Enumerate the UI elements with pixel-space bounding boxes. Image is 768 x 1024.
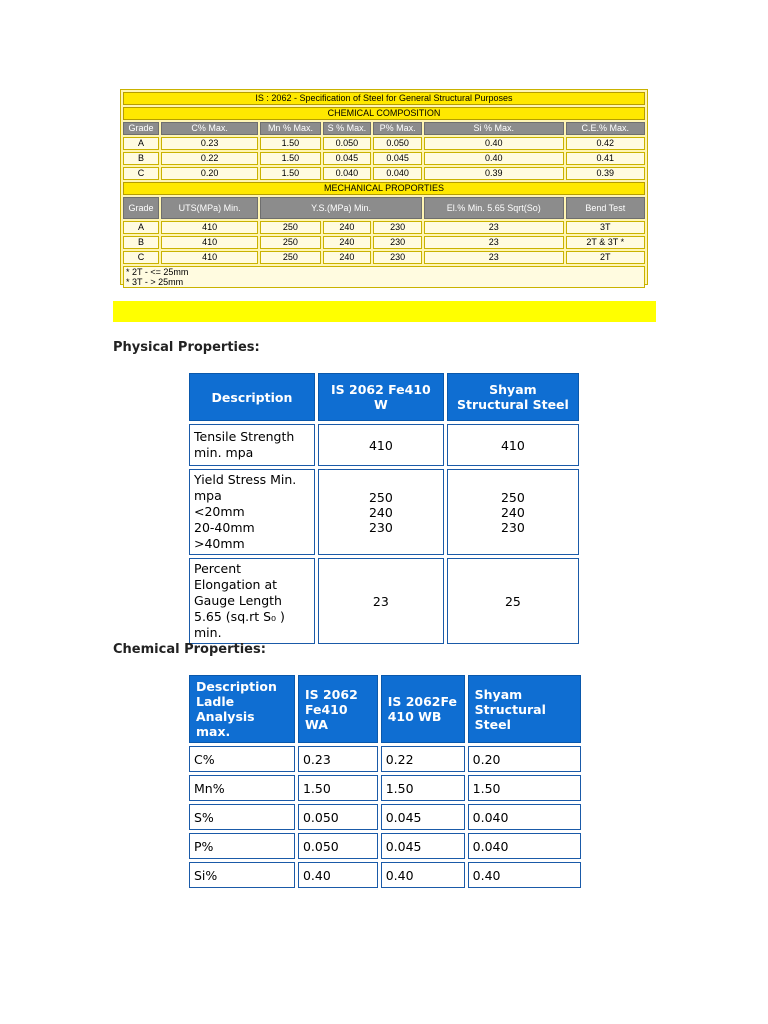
table-cell: 250 bbox=[260, 236, 320, 249]
mechanical-properties-heading: MECHANICAL PROPORTIES bbox=[123, 182, 645, 195]
table-cell: 0.050 bbox=[323, 137, 372, 150]
table-cell: 1.50 bbox=[260, 137, 320, 150]
table-cell: 0.20 bbox=[468, 746, 581, 772]
table-cell: 1.50 bbox=[260, 167, 320, 180]
header-cell: C.E.% Max. bbox=[566, 122, 645, 135]
table-cell: 230 bbox=[373, 251, 422, 264]
table-cell: 410 bbox=[447, 424, 579, 466]
table-cell: 0.050 bbox=[373, 137, 422, 150]
header-row bbox=[189, 675, 581, 743]
table-row bbox=[189, 469, 579, 555]
header-cell: Description Ladle Analysis max. bbox=[189, 675, 295, 743]
chemical-properties-table bbox=[186, 672, 584, 891]
table-cell: 0.39 bbox=[424, 167, 564, 180]
chemical-properties-heading: Chemical Properties: bbox=[113, 642, 266, 657]
table-cell: Percent Elongation at Gauge Length 5.65 (sq.rt S₀ ) min. bbox=[189, 558, 315, 644]
table-row bbox=[189, 862, 581, 888]
table-cell: 23 bbox=[424, 251, 564, 264]
table-cell: 410 bbox=[318, 424, 444, 466]
table-row bbox=[123, 152, 645, 165]
table-cell: 0.40 bbox=[381, 862, 465, 888]
table-cell: 250 bbox=[260, 251, 320, 264]
table-cell: 0.045 bbox=[381, 833, 465, 859]
table-cell: C% bbox=[189, 746, 295, 772]
table-row bbox=[189, 833, 581, 859]
cell-line: 250 bbox=[500, 489, 525, 505]
table-cell: 410 bbox=[161, 251, 258, 264]
mechanical-header-row bbox=[123, 197, 645, 219]
table-row bbox=[189, 558, 579, 644]
table-cell bbox=[447, 469, 579, 555]
table-cell: 23 bbox=[318, 558, 444, 644]
table-cell: 410 bbox=[161, 221, 258, 234]
table-cell: 25 bbox=[447, 558, 579, 644]
table-row bbox=[189, 746, 581, 772]
physical-properties-table bbox=[186, 370, 582, 647]
table-row bbox=[189, 804, 581, 830]
table-cell: C bbox=[123, 167, 159, 180]
header-row bbox=[189, 373, 579, 421]
header-cell: Si % Max. bbox=[424, 122, 564, 135]
table-cell: 0.40 bbox=[298, 862, 378, 888]
table-cell: 0.040 bbox=[468, 833, 581, 859]
spec-title: IS : 2062 - Specification of Steel for General Structural Purposes bbox=[123, 92, 645, 105]
table-row bbox=[123, 221, 645, 234]
header-cell: P% Max. bbox=[373, 122, 422, 135]
table-cell: 0.045 bbox=[323, 152, 372, 165]
cell-line: 230 bbox=[500, 519, 525, 535]
table-cell: C bbox=[123, 251, 159, 264]
table-cell: 23 bbox=[424, 221, 564, 234]
table-cell: 0.20 bbox=[161, 167, 258, 180]
cell-line: 250 bbox=[368, 489, 393, 505]
header-cell: Mn % Max. bbox=[260, 122, 320, 135]
cell-line: <20mm bbox=[194, 504, 245, 519]
table-cell: 230 bbox=[373, 236, 422, 249]
header-cell: Shyam Structural Steel bbox=[468, 675, 581, 743]
header-cell: IS 2062Fe 410 WB bbox=[381, 675, 465, 743]
header-cell: S % Max. bbox=[323, 122, 372, 135]
table-cell: 0.045 bbox=[373, 152, 422, 165]
cell-line: 240 bbox=[368, 504, 393, 520]
table-cell: 240 bbox=[323, 221, 372, 234]
header-cell: IS 2062 Fe410 W bbox=[318, 373, 444, 421]
table-cell: B bbox=[123, 236, 159, 249]
table-cell bbox=[318, 469, 444, 555]
table-cell: 0.050 bbox=[298, 804, 378, 830]
header-cell: El.% Min. 5.65 Sqrt(So) bbox=[424, 197, 564, 219]
table-row bbox=[123, 167, 645, 180]
yellow-divider-bar bbox=[113, 301, 656, 322]
header-cell: Bend Test bbox=[566, 197, 645, 219]
table-cell: 410 bbox=[161, 236, 258, 249]
table-row bbox=[189, 424, 579, 466]
table-cell: 0.40 bbox=[468, 862, 581, 888]
table-cell: 250 bbox=[260, 221, 320, 234]
table-cell: 0.040 bbox=[468, 804, 581, 830]
table-row bbox=[123, 137, 645, 150]
header-cell: Y.S.(MPa) Min. bbox=[260, 197, 422, 219]
table-cell: 0.40 bbox=[424, 137, 564, 150]
table-cell: 0.41 bbox=[566, 152, 645, 165]
table-cell: 2T bbox=[566, 251, 645, 264]
table-cell: 1.50 bbox=[381, 775, 465, 801]
cell-line: mpa bbox=[194, 488, 222, 503]
header-cell: IS 2062 Fe410 WA bbox=[298, 675, 378, 743]
table-cell: A bbox=[123, 221, 159, 234]
table-cell: 0.42 bbox=[566, 137, 645, 150]
spec-table bbox=[120, 89, 648, 285]
table-cell: 240 bbox=[323, 236, 372, 249]
cell-line: >40mm bbox=[194, 536, 245, 551]
table-cell: 3T bbox=[566, 221, 645, 234]
table-cell: P% bbox=[189, 833, 295, 859]
table-cell: 1.50 bbox=[298, 775, 378, 801]
table-cell: 23 bbox=[424, 236, 564, 249]
table-cell: 0.040 bbox=[373, 167, 422, 180]
table-cell: 2T & 3T * bbox=[566, 236, 645, 249]
table-cell: 0.045 bbox=[381, 804, 465, 830]
header-cell: Shyam Structural Steel bbox=[447, 373, 579, 421]
table-row bbox=[123, 236, 645, 249]
table-cell: 0.22 bbox=[161, 152, 258, 165]
cell-line: Yield Stress Min. bbox=[194, 472, 297, 487]
table-cell: 0.23 bbox=[298, 746, 378, 772]
table-cell: 0.050 bbox=[298, 833, 378, 859]
table-row bbox=[189, 775, 581, 801]
header-cell: UTS(MPa) Min. bbox=[161, 197, 258, 219]
chemical-header-row bbox=[123, 122, 645, 135]
table-cell: 0.23 bbox=[161, 137, 258, 150]
table-cell: S% bbox=[189, 804, 295, 830]
chemical-composition-heading: CHEMICAL COMPOSITION bbox=[123, 107, 645, 120]
notes-row bbox=[123, 266, 645, 288]
table-cell: B bbox=[123, 152, 159, 165]
header-cell: Grade bbox=[123, 197, 159, 219]
header-cell: Grade bbox=[123, 122, 159, 135]
table-cell: 1.50 bbox=[260, 152, 320, 165]
table-cell: 0.22 bbox=[381, 746, 465, 772]
table-cell: 230 bbox=[373, 221, 422, 234]
table-cell: 240 bbox=[323, 251, 372, 264]
table-cell: 0.040 bbox=[323, 167, 372, 180]
cell-line: 20-40mm bbox=[194, 520, 255, 535]
table-cell: 0.39 bbox=[566, 167, 645, 180]
table-row bbox=[123, 251, 645, 264]
note-line: * 3T - > 25mm bbox=[126, 277, 184, 287]
table-cell: A bbox=[123, 137, 159, 150]
header-cell: C% Max. bbox=[161, 122, 258, 135]
table-cell: 1.50 bbox=[468, 775, 581, 801]
table-cell bbox=[189, 469, 315, 555]
physical-properties-heading: Physical Properties: bbox=[113, 340, 260, 355]
table-cell: Si% bbox=[189, 862, 295, 888]
table-cell: Tensile Strength min. mpa bbox=[189, 424, 315, 466]
table-cell: Mn% bbox=[189, 775, 295, 801]
header-cell: Description bbox=[189, 373, 315, 421]
table-cell: 0.40 bbox=[424, 152, 564, 165]
cell-line: 240 bbox=[500, 504, 525, 520]
note-line: * 2T - <= 25mm bbox=[126, 267, 189, 277]
cell-line: 230 bbox=[368, 519, 393, 535]
